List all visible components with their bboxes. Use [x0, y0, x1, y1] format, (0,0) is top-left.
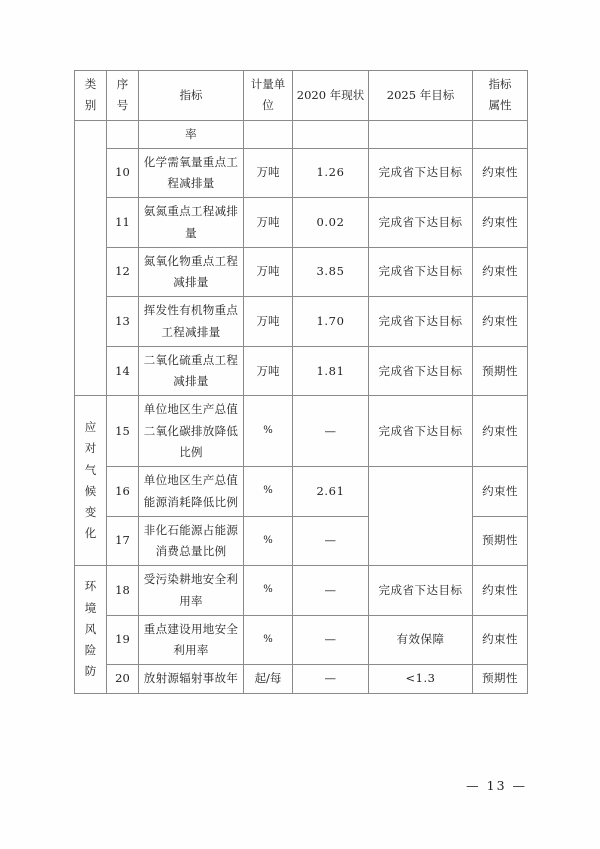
header-current-status: 2020 年现状: [293, 71, 369, 121]
indicator-table-container: [74, 70, 527, 694]
indicator-cell: [139, 566, 244, 616]
target-cell: 完成省下达目标: [369, 566, 473, 616]
attribute-cell: 约束性: [473, 148, 528, 198]
indicator-line: 重点建设用地安全: [143, 621, 239, 636]
indicator-line: 二氧化碳排放降低: [143, 423, 239, 438]
header-target: 2025 年目标: [369, 71, 473, 121]
category-char: 变: [84, 505, 97, 520]
category-char: 应: [84, 420, 97, 435]
header-serial-line2: 号: [116, 98, 129, 113]
category-char: 对: [84, 441, 97, 456]
target-cell: 完成省下达目标: [369, 396, 473, 467]
indicator-table: [74, 70, 528, 694]
target-cell: 完成省下达目标: [369, 297, 473, 347]
category-char: 防: [84, 664, 97, 679]
serial-cell: 11: [107, 198, 139, 248]
unit-cell: 万吨: [244, 247, 293, 297]
indicator-line: 单位地区生产总值: [143, 473, 239, 488]
unit-cell: %: [244, 566, 293, 616]
current-cell: 2.61: [293, 467, 369, 517]
current-cell: 0.02: [293, 198, 369, 248]
table-row: [75, 566, 528, 616]
indicator-line: 比例: [179, 444, 203, 459]
attribute-cell: 预期性: [473, 346, 528, 396]
target-cell: [369, 120, 473, 148]
indicator-line: 氨氮重点工程减排: [143, 204, 239, 219]
indicator-line: 氮氧化物重点工程: [143, 253, 239, 268]
unit-cell: %: [244, 467, 293, 517]
unit-cell: 万吨: [244, 346, 293, 396]
indicator-cell: [139, 120, 244, 148]
header-unit-line2: 位: [262, 98, 274, 113]
header-unit-line1: 计量单: [250, 77, 286, 91]
indicator-line: 程减排量: [167, 176, 215, 191]
indicator-line: 二氧化硫重点工程: [143, 352, 239, 367]
unit-cell: %: [244, 516, 293, 566]
indicator-line: 消费总量比例: [155, 544, 227, 559]
table-row: [75, 148, 528, 198]
current-cell: 3.85: [293, 247, 369, 297]
category-cell-climate: [75, 396, 107, 566]
category-char: 境: [84, 600, 97, 615]
table-row: [75, 467, 528, 517]
indicator-line: 量: [185, 225, 197, 240]
header-category-line1: 类: [84, 77, 97, 91]
indicator-cell: [139, 516, 244, 566]
category-cell-blank: [75, 120, 107, 396]
attribute-cell: 约束性: [473, 247, 528, 297]
serial-cell: 15: [107, 396, 139, 467]
page-number: — 13 —: [466, 778, 527, 793]
category-char: 候: [84, 483, 97, 498]
target-cell: 有效保障: [369, 615, 473, 665]
indicator-cell: [139, 615, 244, 665]
header-unit: [244, 71, 293, 121]
unit-cell: 万吨: [244, 198, 293, 248]
attribute-cell: 约束性: [473, 297, 528, 347]
unit-cell: %: [244, 615, 293, 665]
serial-cell: [107, 120, 139, 148]
indicator-cell: [139, 346, 244, 396]
serial-cell: 13: [107, 297, 139, 347]
header-attribute: [473, 71, 528, 121]
header-serial: [107, 71, 139, 121]
indicator-line: 放射源辐射事故年: [143, 671, 239, 686]
attribute-cell: 约束性: [473, 566, 528, 616]
current-cell: —: [293, 665, 369, 693]
serial-cell: 14: [107, 346, 139, 396]
unit-cell: 起/每: [244, 665, 293, 693]
indicator-line: 工程减排量: [161, 324, 221, 339]
header-attribute-line1: 指标: [488, 77, 512, 91]
current-cell: 1.26: [293, 148, 369, 198]
target-cell: 完成省下达目标: [369, 198, 473, 248]
indicator-line: 减排量: [173, 275, 209, 290]
serial-cell: 10: [107, 148, 139, 198]
table-row: [75, 297, 528, 347]
table-row: [75, 396, 528, 467]
serial-cell: 17: [107, 516, 139, 566]
indicator-line: 非化石能源占能源: [143, 522, 239, 537]
table-row: [75, 346, 528, 396]
attribute-cell: 约束性: [473, 396, 528, 467]
indicator-line: 利用率: [173, 643, 209, 658]
table-header-row: [75, 71, 528, 121]
indicator-line: 减排量: [173, 374, 209, 389]
header-category-line2: 别: [84, 98, 97, 113]
indicator-cell: [139, 247, 244, 297]
current-cell: 1.70: [293, 297, 369, 347]
serial-cell: 16: [107, 467, 139, 517]
header-category: [75, 71, 107, 121]
indicator-cell: [139, 665, 244, 693]
target-cell: <1.3: [369, 665, 473, 693]
unit-cell: 万吨: [244, 148, 293, 198]
indicator-cell: [139, 148, 244, 198]
indicator-line: 受污染耕地安全利: [143, 572, 239, 587]
target-cell: 完成省下达目标: [369, 247, 473, 297]
table-row: [75, 247, 528, 297]
attribute-cell: 约束性: [473, 198, 528, 248]
category-char: 气: [84, 462, 97, 477]
attribute-cell: 约束性: [473, 467, 528, 517]
serial-cell: 18: [107, 566, 139, 616]
header-indicator: 指标: [139, 71, 244, 121]
indicator-cell: [139, 297, 244, 347]
attribute-cell: 预期性: [473, 516, 528, 566]
serial-cell: 12: [107, 247, 139, 297]
category-char: 风: [84, 621, 97, 636]
indicator-cell: [139, 198, 244, 248]
indicator-line: 能源消耗降低比例: [143, 494, 239, 509]
category-char: 化: [84, 526, 97, 541]
serial-cell: 19: [107, 615, 139, 665]
current-cell: —: [293, 615, 369, 665]
attribute-cell: 预期性: [473, 665, 528, 693]
table-row: [75, 615, 528, 665]
current-cell: —: [293, 566, 369, 616]
current-cell: 1.81: [293, 346, 369, 396]
header-serial-line1: 序: [116, 77, 129, 91]
target-cell: 完成省下达目标: [369, 346, 473, 396]
indicator-cell: [139, 467, 244, 517]
indicator-cell: [139, 396, 244, 467]
category-char: 环: [84, 579, 97, 594]
current-cell: —: [293, 396, 369, 467]
unit-cell: 万吨: [244, 297, 293, 347]
target-cell: 完成省下达目标: [369, 148, 473, 198]
attribute-cell: 约束性: [473, 615, 528, 665]
header-attribute-line2: 属性: [488, 98, 512, 113]
unit-cell: %: [244, 396, 293, 467]
unit-cell: [244, 120, 293, 148]
indicator-line: 率: [185, 126, 197, 141]
category-char: 险: [84, 643, 97, 658]
current-cell: [293, 120, 369, 148]
table-row: [75, 665, 528, 693]
table-row: [75, 120, 528, 148]
current-cell: —: [293, 516, 369, 566]
table-row: [75, 198, 528, 248]
serial-cell: 20: [107, 665, 139, 693]
category-cell-risk: [75, 566, 107, 693]
indicator-line: 化学需氧量重点工: [143, 154, 239, 169]
indicator-line: 用率: [179, 593, 203, 608]
indicator-line: 单位地区生产总值: [143, 402, 239, 417]
target-cell-merged-empty: [369, 467, 473, 566]
indicator-line: 挥发性有机物重点: [143, 303, 239, 318]
attribute-cell: [473, 120, 528, 148]
